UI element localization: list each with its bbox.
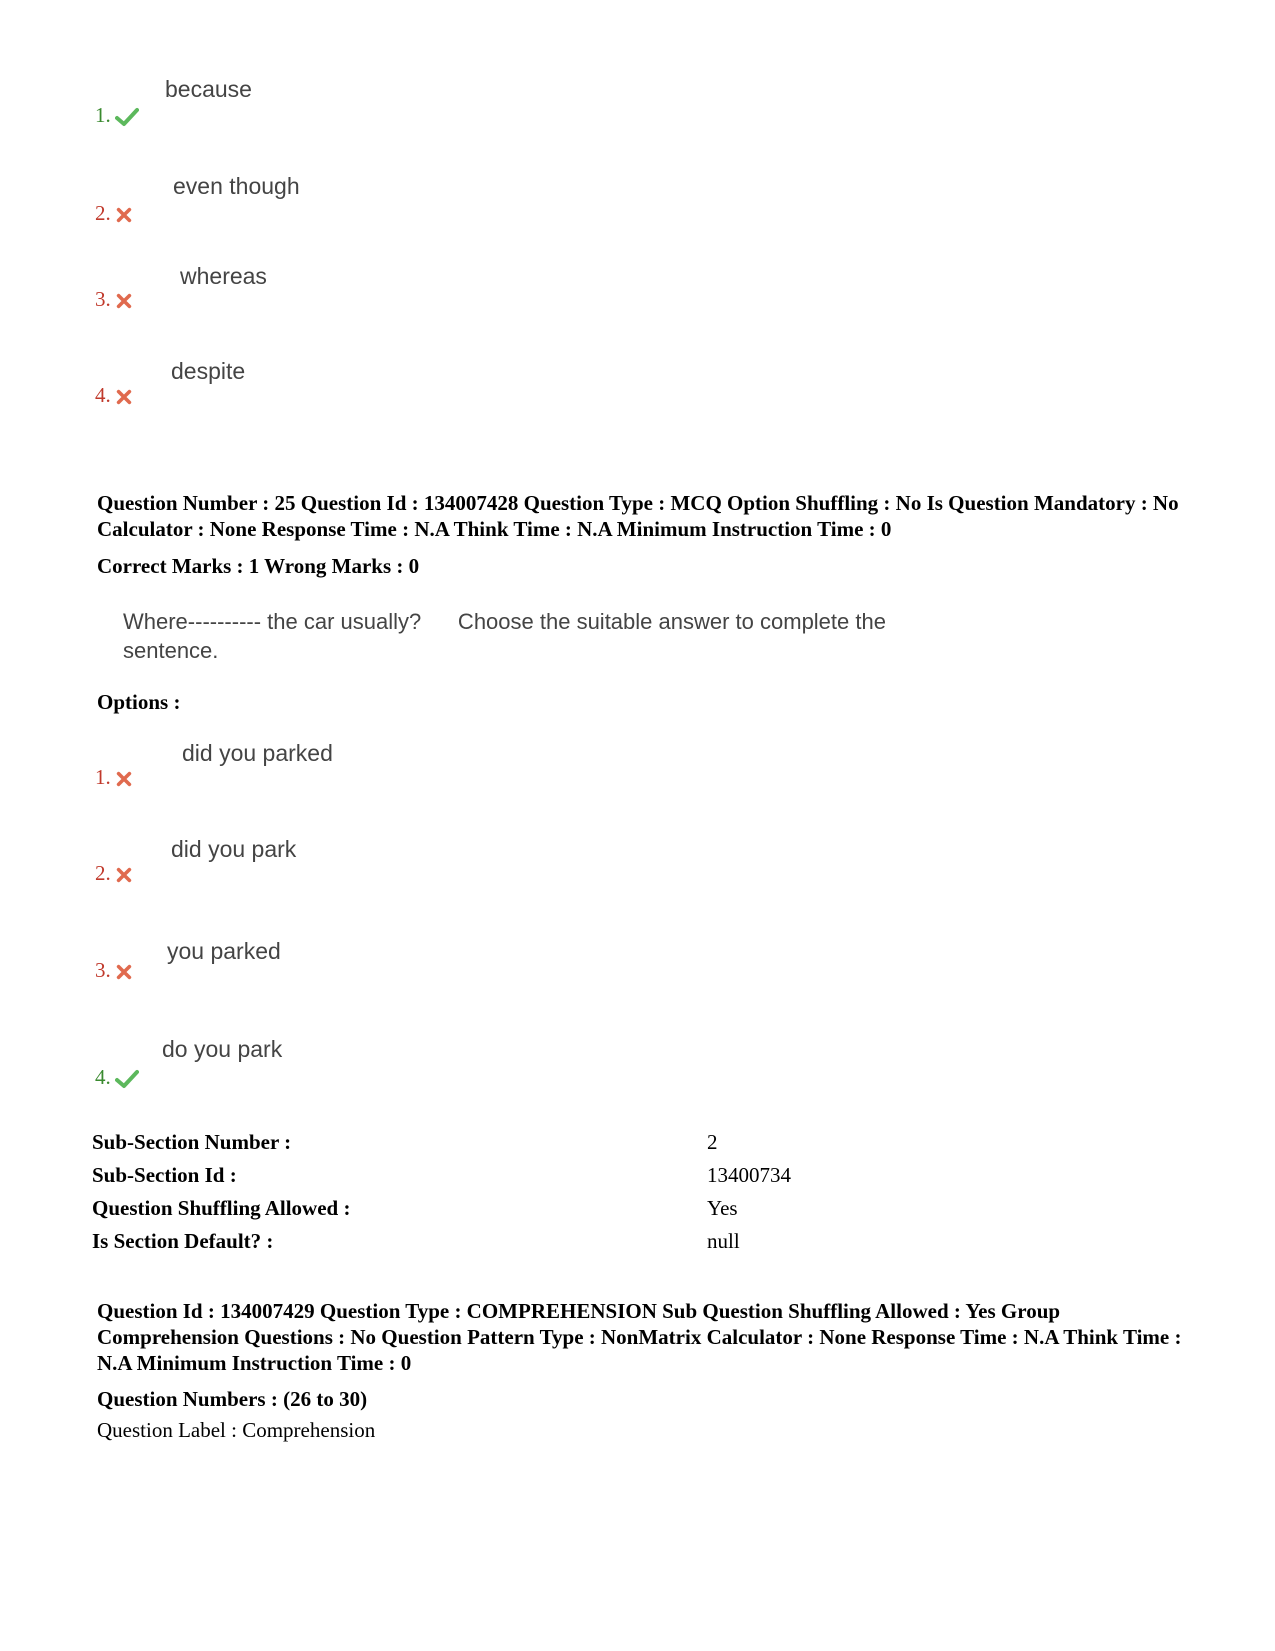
option-number: 2. xyxy=(95,861,133,886)
question-shuffling-value: Yes xyxy=(707,1196,738,1220)
option-number: 4. xyxy=(95,1065,139,1090)
question-text-line: Where---------- the car usually? Choose the suitable answer to complete the xyxy=(123,609,886,634)
option-text: did you parked xyxy=(182,740,333,766)
option-text: despite xyxy=(171,358,246,384)
option-text: because xyxy=(165,76,252,102)
subsection-id-label: Sub-Section Id : xyxy=(92,1163,237,1187)
question-marks: Correct Marks : 1 Wrong Marks : 0 xyxy=(97,554,420,578)
question-label: Question Label : Comprehension xyxy=(97,1418,376,1442)
option-number: 2. xyxy=(95,201,133,226)
option-text: even though xyxy=(173,173,300,199)
options-label: Options : xyxy=(97,690,181,714)
option-number: 3. xyxy=(95,287,133,312)
cross-icon xyxy=(115,206,133,224)
option-text: you parked xyxy=(167,938,281,964)
question-text-line: sentence. xyxy=(123,638,219,663)
section-default-label: Is Section Default? : xyxy=(92,1229,274,1253)
question-header: Question Number : 25 Question Id : 134007428 Question Type : MCQ Option Shuffling : No Is Question Mandatory : No Calculator : None Response Time : N.A Think Time : N.A Minimum Instruction Time : 0 xyxy=(97,491,1179,541)
option-number: 4. xyxy=(95,383,133,408)
option-text: did you park xyxy=(171,836,297,862)
subsection-number-value: 2 xyxy=(707,1130,718,1154)
cross-icon xyxy=(115,292,133,310)
subsection-id-value: 13400734 xyxy=(707,1163,791,1187)
question-shuffling-label: Question Shuffling Allowed : xyxy=(92,1196,351,1220)
option-number: 1. xyxy=(95,103,139,128)
cross-icon xyxy=(115,963,133,981)
comprehension-header: Question Id : 134007429 Question Type : COMPREHENSION Sub Question Shuffling Allowed : Yes Group Comprehension Questions : No Question Pattern Type : NonMatrix Calculator : None Response Time : N.A Think Time : N.A Minimum Instruction Time : 0 xyxy=(97,1299,1182,1375)
cross-icon xyxy=(115,866,133,884)
section-default-value: null xyxy=(707,1229,740,1253)
option-text: do you park xyxy=(162,1036,283,1062)
question-numbers: Question Numbers : (26 to 30) xyxy=(97,1387,368,1411)
question-text xyxy=(123,607,1023,665)
option-number: 1. xyxy=(95,765,133,790)
option-number: 3. xyxy=(95,958,133,983)
option-text: whereas xyxy=(180,263,267,289)
check-icon xyxy=(115,1069,139,1089)
cross-icon xyxy=(115,388,133,406)
subsection-number-label: Sub-Section Number : xyxy=(92,1130,292,1154)
check-icon xyxy=(115,107,139,127)
cross-icon xyxy=(115,770,133,788)
